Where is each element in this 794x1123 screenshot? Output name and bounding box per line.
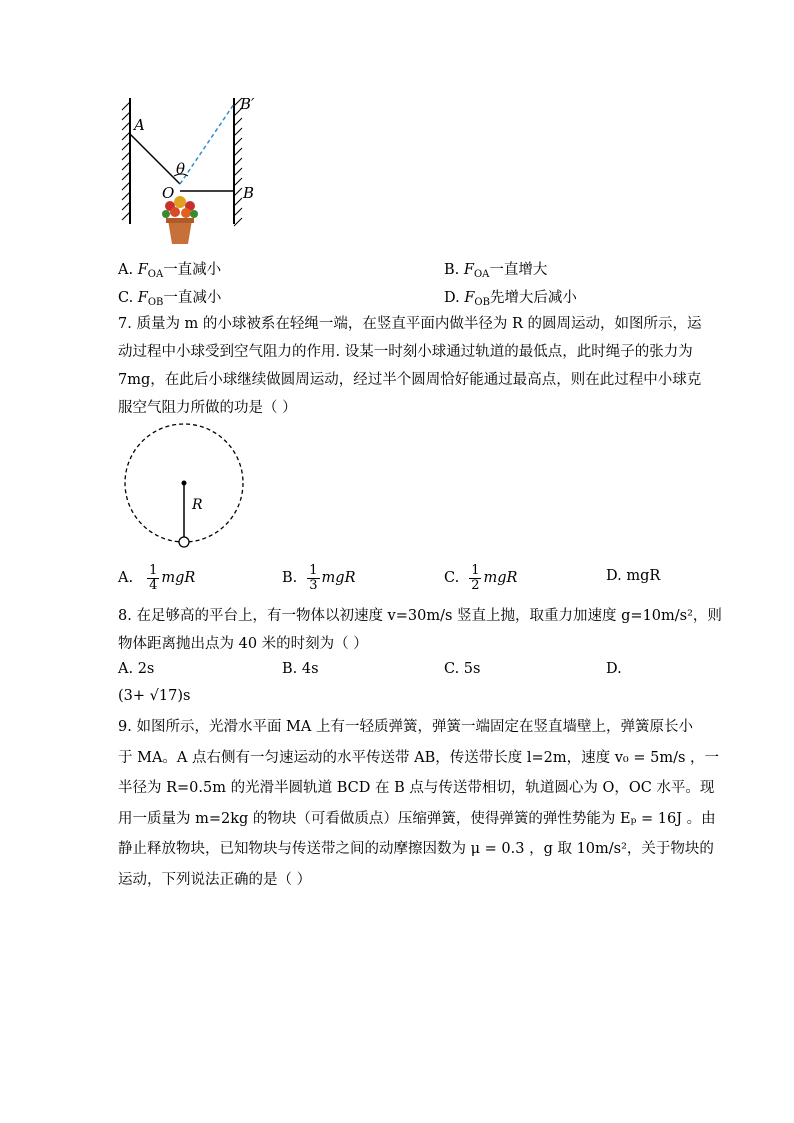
fig1-label-o: O	[162, 184, 175, 202]
q7-option-d[interactable]: D. mgR	[606, 568, 661, 584]
q7-option-c[interactable]: C. $\frac{1}{2}$ mgR	[444, 562, 518, 593]
flower-pot-icon	[162, 196, 198, 244]
q8-line-2: 物体距离抛出点为 40 米的时刻为（ ）	[118, 636, 368, 652]
q6-option-a[interactable]: A. $F_{OA}$一直减小	[118, 262, 222, 280]
question-9	[118, 712, 720, 895]
q6-option-c[interactable]: C. $F_{OB}$一直减小	[118, 290, 222, 308]
q7-line-1: 7. 质量为 m 的小球被系在轻绳一端，在竖直平面内做半径为 R 的圆周运动，如图所示，运	[118, 316, 702, 332]
fig1-label-a: A	[134, 116, 145, 134]
question-8	[118, 602, 722, 658]
fig2-label-r: R	[192, 497, 203, 513]
q6-option-b[interactable]: B. $F_{OA}$一直增大	[444, 262, 548, 280]
q7-line-3: 7mg，在此后小球继续做圆周运动，经过半个圆周恰好能通过最高点，则在此过程中小球克	[118, 372, 702, 388]
fig1-label-theta: θ	[176, 160, 186, 178]
q7-line-4: 服空气阻力所做的功是（ ）	[118, 400, 297, 416]
q9-line-4: 用一质量为 m=2kg 的物块（可看做质点）压缩弹簧，使得弹簧的弹性势能为 Eₚ = 16J 。由	[118, 810, 716, 827]
q7-line-2: 动过程中小球受到空气阻力的作用. 设某一时刻小球通过轨道的最低点，此时绳子的张力为	[118, 344, 693, 360]
q8-line-1: 8. 在足够高的平台上，有一物体以初速度 v=30m/s 竖直上抛，取重力加速度 g=10m/s²，则	[118, 608, 722, 624]
q9-line-3: 半径为 R=0.5m 的光滑半圆轨道 BCD 在 B 点与传送带相切，轨道圆心为 O，OC 水平。现	[118, 780, 715, 796]
q6-option-d[interactable]: D. $F_{OB}$先增大后减小	[444, 290, 577, 308]
q7-option-b[interactable]: B. $\frac{1}{3}$ mgR	[282, 562, 356, 593]
q8-option-b[interactable]: B. 4s	[282, 661, 319, 677]
q8-option-c[interactable]: C. 5s	[444, 661, 481, 677]
question-7	[118, 310, 702, 422]
q8-option-a[interactable]: A. 2s	[118, 661, 155, 677]
q9-line-6: 运动，下列说法正确的是（ ）	[118, 871, 312, 888]
q8-option-d[interactable]: D.	[606, 661, 622, 677]
q8-option-d-value: (3+ √17)s	[118, 688, 191, 704]
fig1-label-b-prime: B′	[240, 95, 255, 113]
q7-option-a[interactable]: A. $\frac{1}{4}$ mgR	[118, 562, 196, 593]
fig1-label-b: B	[243, 184, 255, 202]
figure-circle	[120, 420, 250, 555]
q9-line-5: 静止释放物块，已知物块与传送带之间的动摩擦因数为 μ = 0.3 ，g 取 10m/s²，关于物块的	[118, 841, 714, 857]
q9-line-2: 于 MA。A 点右侧有一匀速运动的水平传送带 AB，传送带长度 l=2m，速度 v₀ = 5m/s ，一	[118, 749, 720, 766]
q9-line-1: 9. 如图所示，光滑水平面 MA 上有一轻质弹簧，弹簧一端固定在竖直墙壁上，弹簧原长小	[118, 719, 693, 735]
